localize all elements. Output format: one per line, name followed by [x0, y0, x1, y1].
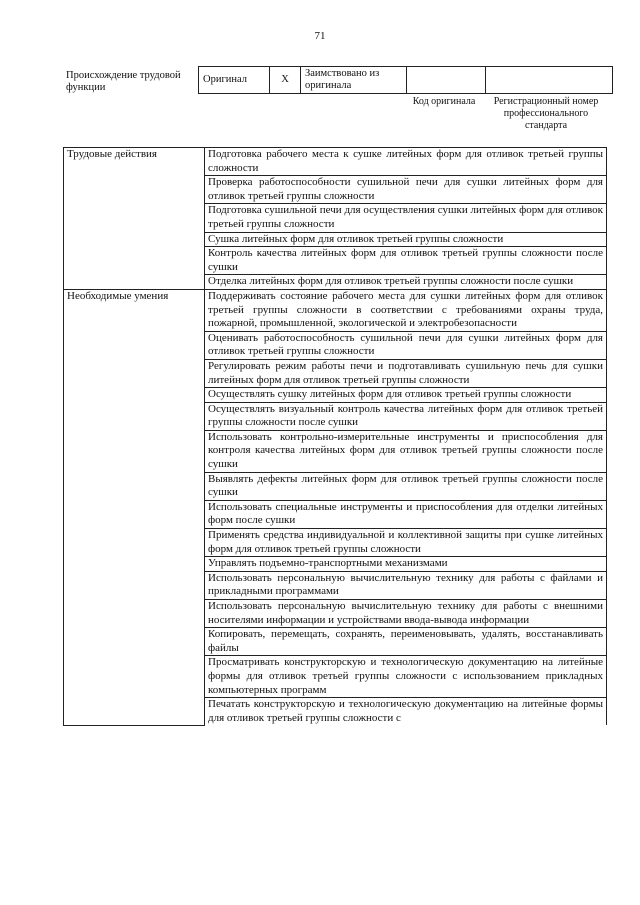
origin-label: Происхождение трудовой функции: [66, 70, 181, 93]
table-cell-description: Поддерживать состояние рабочего места для сушки литейных форм для отливок третьей группы сложности в соответствии с требованиями охраны труда, пожарной, промышленной, экологической и электробезопасности: [205, 289, 607, 331]
registration-number-cell: [486, 67, 613, 94]
table-cell-description: Проверка работоспособности сушильной печи для сушки литейных форм для отливок третьей группы сложности: [205, 176, 607, 204]
table-row: [64, 289, 607, 331]
table-cell-description: Подготовка рабочего места к сушке литейных форм для отливок третьей группы сложности: [205, 148, 607, 176]
registration-number-caption: Регистрационный номер профессионального стандарта: [493, 96, 599, 131]
table-cell-description: Просматривать конструкторскую и технологическую документацию на литейные формы для отливок третьей группы сложности с использованием прикладных компьютерных программ: [205, 656, 607, 698]
table-cell-description: Оценивать работоспособность сушильной печи для сушки литейных форм для отливок третьей группы сложности: [205, 331, 607, 359]
original-code-caption: Код оригинала: [412, 96, 476, 107]
table-cell-description: Осуществлять визуальный контроль качества литейных форм для отливок третьей группы сложности после сушки: [205, 402, 607, 430]
table-cell-description: Использовать персональную вычислительную технику для работы с внешними носителями информации и устройствами ввода-вывода информации: [205, 600, 607, 628]
origin-table: [198, 66, 613, 94]
table-cell-description: Копировать, перемещать, сохранять, переименовывать, удалять, восстанавливать файлы: [205, 628, 607, 656]
table-cell-description: Сушка литейных форм для отливок третьей группы сложности: [205, 232, 607, 247]
table-cell-description: Регулировать режим работы печи и подготавливать сушильную печь для сушки литейных форм для отливок третьей группы сложности: [205, 359, 607, 387]
table-cell-description: Использовать контрольно-измерительные инструменты и приспособления для контроля качества литейных форм для отливок третьей группы сложности после сушки: [205, 430, 607, 472]
labor-functions-table: [63, 147, 607, 726]
original-code-cell: [407, 67, 486, 94]
table-cell-description: Подготовка сушильной печи для осуществления сушки литейных форм для отливок третьей группы сложности: [205, 204, 607, 232]
section-category: Необходимые умения: [64, 289, 205, 725]
table-cell-description: Управлять подъемно-транспортными механизмами: [205, 557, 607, 572]
original-mark: X: [270, 67, 301, 94]
table-cell-description: Осуществлять сушку литейных форм для отливок третьей группы сложности: [205, 388, 607, 403]
borrowed-cell: Заимствовано из оригинала: [301, 67, 407, 94]
table-cell-description: Выявлять дефекты литейных форм для отливок третьей группы сложности после сушки: [205, 472, 607, 500]
original-cell: Оригинал: [199, 67, 270, 94]
table-cell-description: Применять средства индивидуальной и коллективной защиты при сушке литейных форм для отливок третьей группы сложности: [205, 529, 607, 557]
section-category: Трудовые действия: [64, 148, 205, 290]
table-row: [64, 148, 607, 176]
table-cell-description: Отделка литейных форм для отливок третьей группы сложности после сушки: [205, 275, 607, 290]
table-cell-description: Контроль качества литейных форм для отливок третьей группы сложности после сушки: [205, 247, 607, 275]
page-number: 71: [314, 30, 326, 42]
table-cell-description: Использовать персональную вычислительную технику для работы с файлами и прикладными программами: [205, 571, 607, 599]
table-cell-description: Печатать конструкторскую и технологическую документацию на литейные формы для отливок третьей группы сложности с: [205, 698, 607, 726]
table-cell-description: Использовать специальные инструменты и приспособления для отделки литейных форм после сушки: [205, 500, 607, 528]
